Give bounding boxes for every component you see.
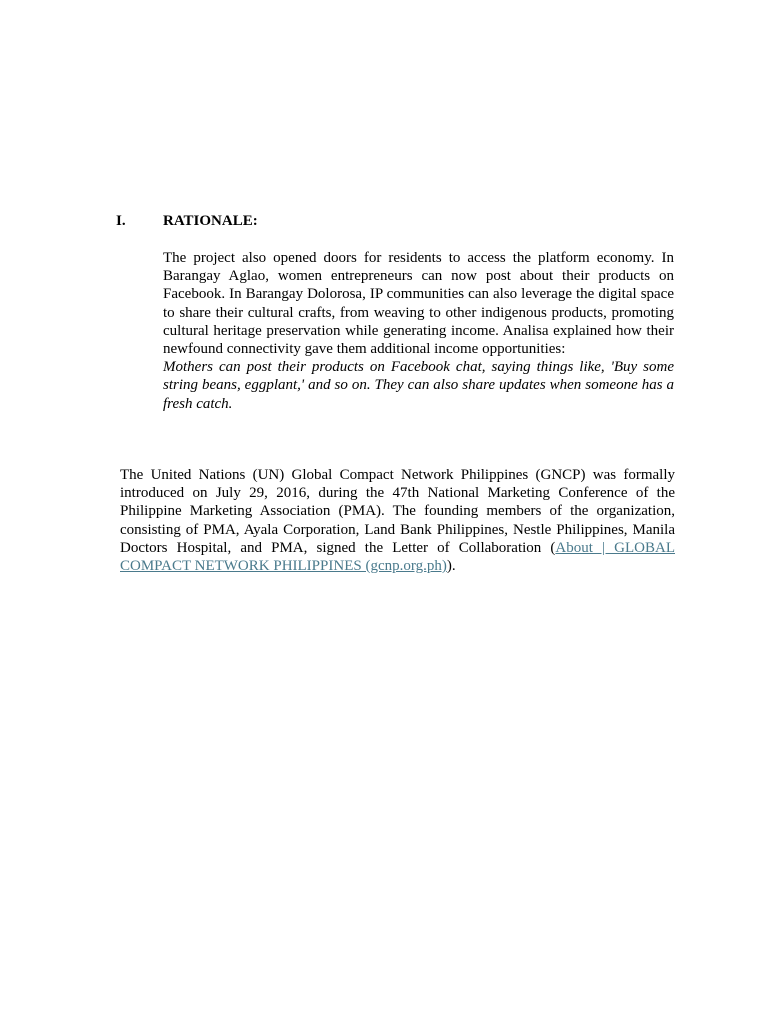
- rationale-content: [163, 249, 674, 413]
- rationale-paragraph: The project also opened doors for residents to access the platform economy. In Barangay Aglao, women entrepreneurs can now post about their products on Facebook. In Barangay Dolorosa, IP communities can also leverage the digital space to share their cultural crafts, from weaving to other indigenous products, promoting cultural heritage preservation while generating income. Analisa explained how their newfound connectivity gave them additional income opportunities:: [163, 250, 674, 358]
- section-heading: [116, 212, 676, 230]
- section-number: I.: [116, 213, 126, 229]
- gcnp-about-link[interactable]: About | GLOBAL COMPACT NETWORK PHILIPPINES (gcnp.org.ph): [120, 539, 675, 575]
- gcnp-paragraph: [120, 466, 675, 575]
- section-title: RATIONALE:: [163, 213, 258, 229]
- gcnp-text-end: ).: [446, 558, 456, 575]
- rationale-quote: Mothers can post their products on Facebook chat, saying things like, 'Buy some string beans, eggplant,' and so on. They can also share updates when someone has a fresh catch.: [163, 359, 674, 412]
- gcnp-content: [120, 466, 675, 575]
- gcnp-text: The United Nations (UN) Global Compact Network Philippines (GNCP) was formally introduced on July 29, 2016, during the 47th National Marketing Conference of the Philippine Marketing Association (PMA). The founding members of the organization, consisting of PMA, Ayala Corporation, Land Bank Philippines, Nestle Philippines, Manila Doctors Hospital, and PMA, signed the Letter of Collaboration (: [120, 467, 675, 556]
